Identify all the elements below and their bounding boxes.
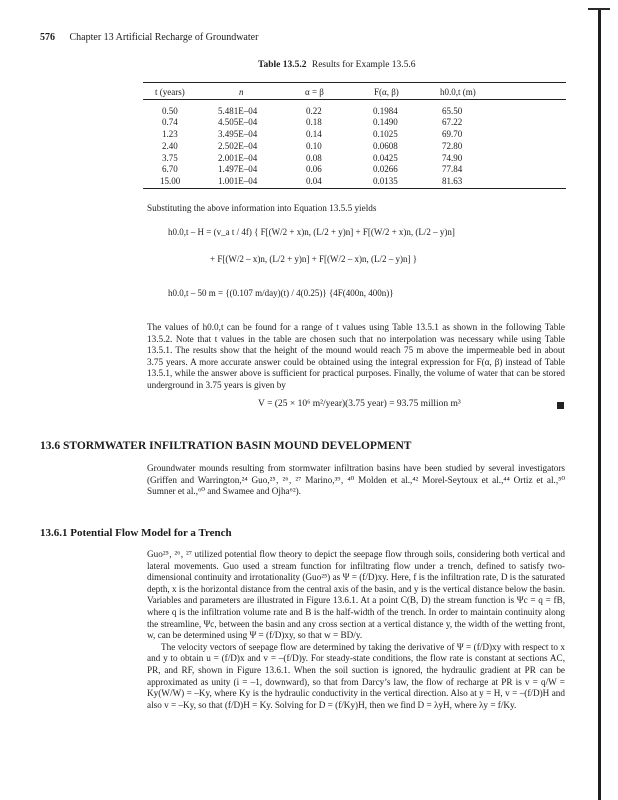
- table-top-rule: [143, 82, 566, 83]
- volume-equation: V = (25 × 10⁶ m²/year)(3.75 year) = 93.75 million m³: [258, 399, 461, 409]
- table-cell: 1.23: [162, 129, 178, 139]
- table-cell: 0.14: [306, 129, 322, 139]
- table-cell: 0.08: [306, 153, 322, 163]
- table-cell: 0.0135: [373, 176, 398, 186]
- substituting-text: Substituting the above information into Equation 13.5.5 yields: [147, 203, 377, 213]
- section-13-6-1-paragraph-1: Guo²⁵‚ ²⁶‚ ²⁷ utilized potential flow theory to depict the seepage flow through soils, considering both vertical and lateral movements. Guo used a stream function for infiltrating flow under a trench, defined to satisfy two-dimensional continuity and irrotationality (Guo²⁵) as Ψ = (f/D)xy. Here, f is the infiltration rate, D is the saturated depth, x is the horizontal distance from the central axis of the basin, and y is the vertical distance below the basin. Variables and parameters are illustrated in Figure 13.6.1. At a point C(B, D) the stream function is Ψc = q = fB, where q is the infiltration volume rate and B is the half-width of the trench. In order to maintain continuity along the streamline, Ψc, between the basin and any cross section at a vertical distance y, the width of the wetting front, w, can be determined using Ψ = (f/D)xy, so that w = BD/y.: [147, 549, 565, 641]
- table-bottom-rule: [143, 188, 566, 189]
- table-caption: [258, 60, 416, 70]
- results-paragraph-text: The values of h0.0,t can be found for a range of t values using Table 13.5.1 as shown in the following Table 13.5.2. Note that t values in the table are chosen such that no interpolation was necessary while using Table 13.5.1. The results show that the height of the mound would reach 75 m above the impermeable bed in about 3.75 years. A more accurate answer could be obtained using the integral expression for F(α, β) instead of Table 13.5.1, while the answer above is sufficient for practical purposes. Finally, the volume of water that can be stored underground in 3.75 years is given by: [147, 322, 565, 390]
- running-header: [40, 32, 258, 43]
- table-cell: 72.80: [442, 141, 463, 151]
- end-of-example-mark: [557, 402, 564, 409]
- table-header-rule: [143, 99, 566, 100]
- table-cell: 0.1490: [373, 117, 398, 127]
- table-cell: 2.502E–04: [218, 141, 258, 151]
- table-cell: 0.0266: [373, 164, 398, 174]
- page-edge-shadow: [598, 8, 601, 800]
- table-header-n: n: [239, 87, 244, 97]
- equation-2: h0.0,t – 50 m = {(0.107 m/day)(t) / 4(0.25)} {4F(400n, 400n)}: [168, 288, 394, 298]
- table-cell: 0.0425: [373, 153, 398, 163]
- table-cell: 3.75: [162, 153, 178, 163]
- table-cell: 0.22: [306, 106, 322, 116]
- chapter-title: Chapter 13 Artificial Recharge of Groundwater: [69, 32, 259, 43]
- table-cell: 0.74: [162, 117, 178, 127]
- table-cell: 81.63: [442, 176, 463, 186]
- section-13-6-paragraph: [147, 463, 565, 498]
- equation-1-line-1: h0.0,t – H = (v_a t / 4f) { F[(W/2 + x)n, (L/2 + y)n] + F[(W/2 + x)n, (L/2 – y)n]: [168, 227, 455, 237]
- table-cell: 0.06: [306, 164, 322, 174]
- table-cell: 1.497E–04: [218, 164, 258, 174]
- table-cell: 15.00: [160, 176, 181, 186]
- table-cell: 0.1025: [373, 129, 398, 139]
- section-13-6-heading: 13.6 STORMWATER INFILTRATION BASIN MOUND DEVELOPMENT: [40, 440, 412, 452]
- section-13-6-1-heading: 13.6.1 Potential Flow Model for a Trench: [40, 527, 232, 539]
- table-cell: 77.84: [442, 164, 463, 174]
- table-cell: 74.90: [442, 153, 463, 163]
- section-13-6-1-paragraph-2: The velocity vectors of seepage flow are determined by taking the derivative of Ψ = (f/D)xy with respect to x and y to obtain u = (f/D)x and v = –(f/D)y. For steady-state conditions, the flow rate is constant at sections AC, PR, and RF, shown in Figure 13.6.1. When the soil suction is ignored, the hydraulic gradient at PR can be approximated as unity (i = –1, downward), so that from Darcy’s law, the flow of recharge at PR is v = q/W = Ky(W/W) = –Ky, where Ky is the hydraulic conductivity in the vertical direction. Also at y = H, v = –(f/D)H and also v = –Ky, so that (f/D)H = Ky. Solving for D = (f/Ky)H, then we find D = λyH, where λy = f/Ky.: [147, 641, 565, 710]
- table-cell: 69.70: [442, 129, 463, 139]
- table-caption-text: Results for Example 13.5.6: [311, 60, 416, 70]
- table-cell: 0.04: [306, 176, 322, 186]
- table-cell: 0.50: [162, 106, 178, 116]
- table-cell: 0.0608: [373, 141, 398, 151]
- table-cell: 2.40: [162, 141, 178, 151]
- table-header-h: h0.0,t (m): [440, 87, 476, 97]
- table-cell: 0.18: [306, 117, 322, 127]
- results-paragraph: [147, 322, 565, 392]
- table-cell: 6.70: [162, 164, 178, 174]
- table-header-f: F(α, β): [374, 87, 399, 97]
- table-cell: 5.481E–04: [218, 106, 258, 116]
- equation-1-line-2: + F[(W/2 – x)n, (L/2 + y)n] + F[(W/2 – x)n, (L/2 – y)n] }: [210, 254, 418, 264]
- table-cell: 3.495E–04: [218, 129, 258, 139]
- table-cell: 0.1984: [373, 106, 398, 116]
- table-caption-label: Table 13.5.2: [258, 60, 307, 70]
- page-number: 576: [40, 32, 55, 43]
- table-header-alpha-beta: α = β: [305, 87, 324, 97]
- table-cell: 0.10: [306, 141, 322, 151]
- table-header-t: t (years): [155, 87, 185, 97]
- page-edge-corner: [588, 8, 610, 10]
- table-cell: 4.505E–04: [218, 117, 258, 127]
- section-13-6-text: Groundwater mounds resulting from stormwater infiltration basins have been studied by several investigators (Griffen and Warrington,²⁴ Guo,²⁵‚ ²⁶‚ ²⁷ Marino,³⁹‚ ⁴⁰ Molden et al.,⁴² Morel-Seytoux et al.,⁴⁴ Ortiz et al.,⁵⁰ Sumner et al.,⁶⁰ and Swamee and Ojha⁶²).: [147, 463, 565, 497]
- section-13-6-1-body: [147, 549, 565, 711]
- table-cell: 67.22: [442, 117, 463, 127]
- table-cell: 1.001E–04: [218, 176, 258, 186]
- table-cell: 2.001E–04: [218, 153, 258, 163]
- table-cell: 65.50: [442, 106, 463, 116]
